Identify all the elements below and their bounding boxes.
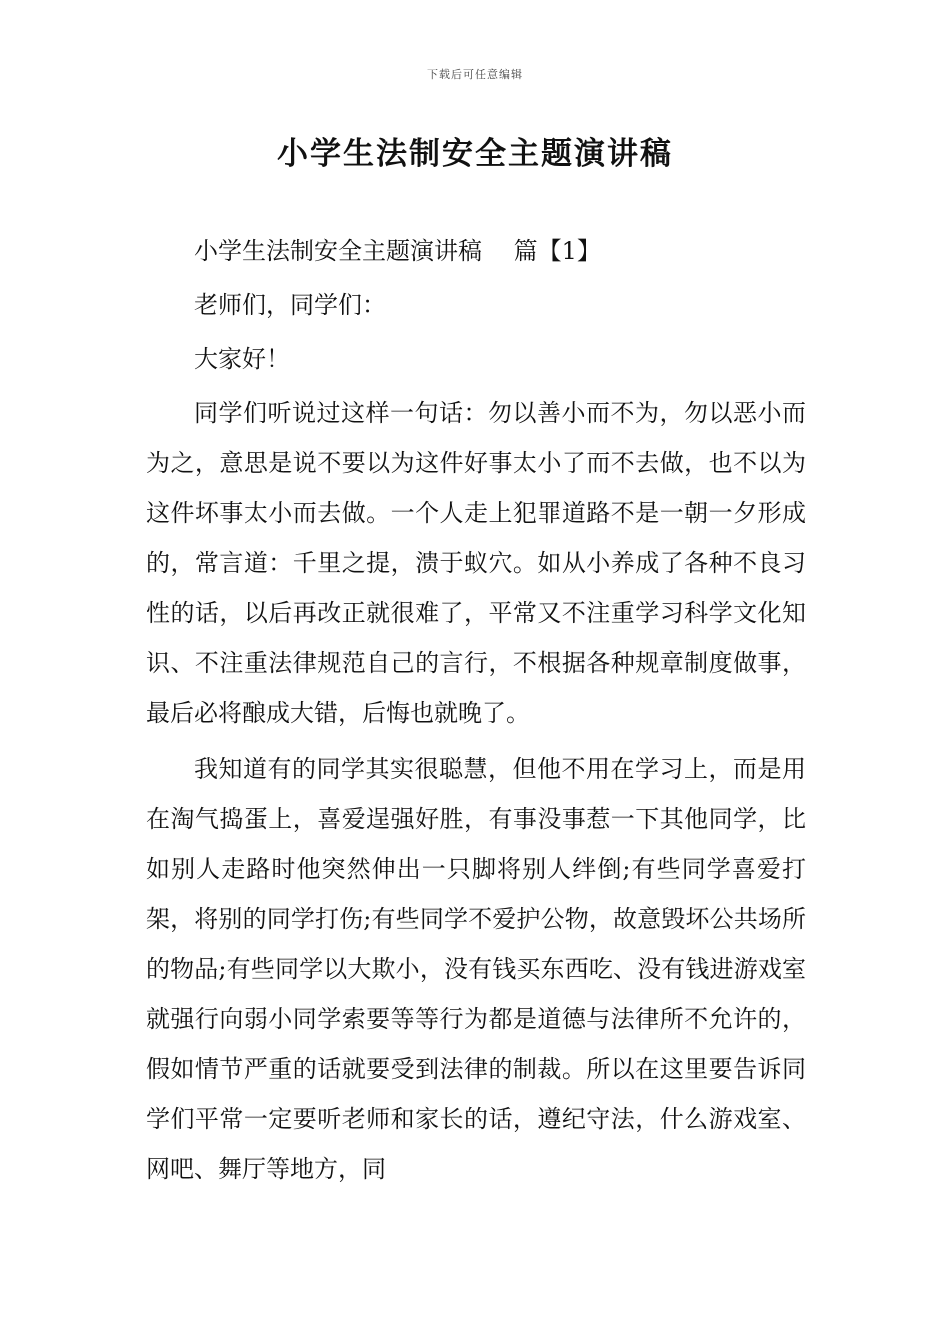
paragraph-2: 我知道有的同学其实很聪慧，但他不用在学习上，而是用在淘气捣蛋上，喜爱逞强好胜，有事没事惹一下其他同学，比如别人走路时他突然伸出一只脚将别人绊倒;有些同学喜爱打架，将别的同学打伤;有些同学不爱护公物，故意毁坏公共场所的物品;有些同学以大欺小，没有钱买东西吃、没有钱进游戏室就强行向弱小同学索要等等行为都是道德与法律所不允许的，假如情节严重的话就要受到法律的制裁。所以在这里要告诉同学们平常一定要听老师和家长的话，遵纪守法，什么游戏室、网吧、舞厅等地方，同	[146, 755, 806, 1183]
header-note: 下载后可任意编辑	[427, 68, 523, 81]
greeting: 大家好！	[194, 345, 290, 373]
salutation: 老师们，同学们：	[194, 291, 386, 319]
page-title: 小学生法制安全主题演讲稿	[277, 136, 673, 172]
section-heading: 小学生法制安全主题演讲稿 篇【1】	[194, 237, 601, 265]
document-body	[146, 226, 806, 1194]
paragraph-1: 同学们听说过这样一句话：勿以善小而不为，勿以恶小而为之，意思是说不要以为这件好事太小了而不去做，也不以为这件坏事太小而去做。一个人走上犯罪道路不是一朝一夕形成的，常言道：千里之提，溃于蚁穴。如从小养成了各种不良习性的话，以后再改正就很难了，平常又不注重学习科学文化知识、不注重法律规范自己的言行，不根据各种规章制度做事，最后必将酿成大错，后悔也就晚了。	[146, 399, 806, 727]
